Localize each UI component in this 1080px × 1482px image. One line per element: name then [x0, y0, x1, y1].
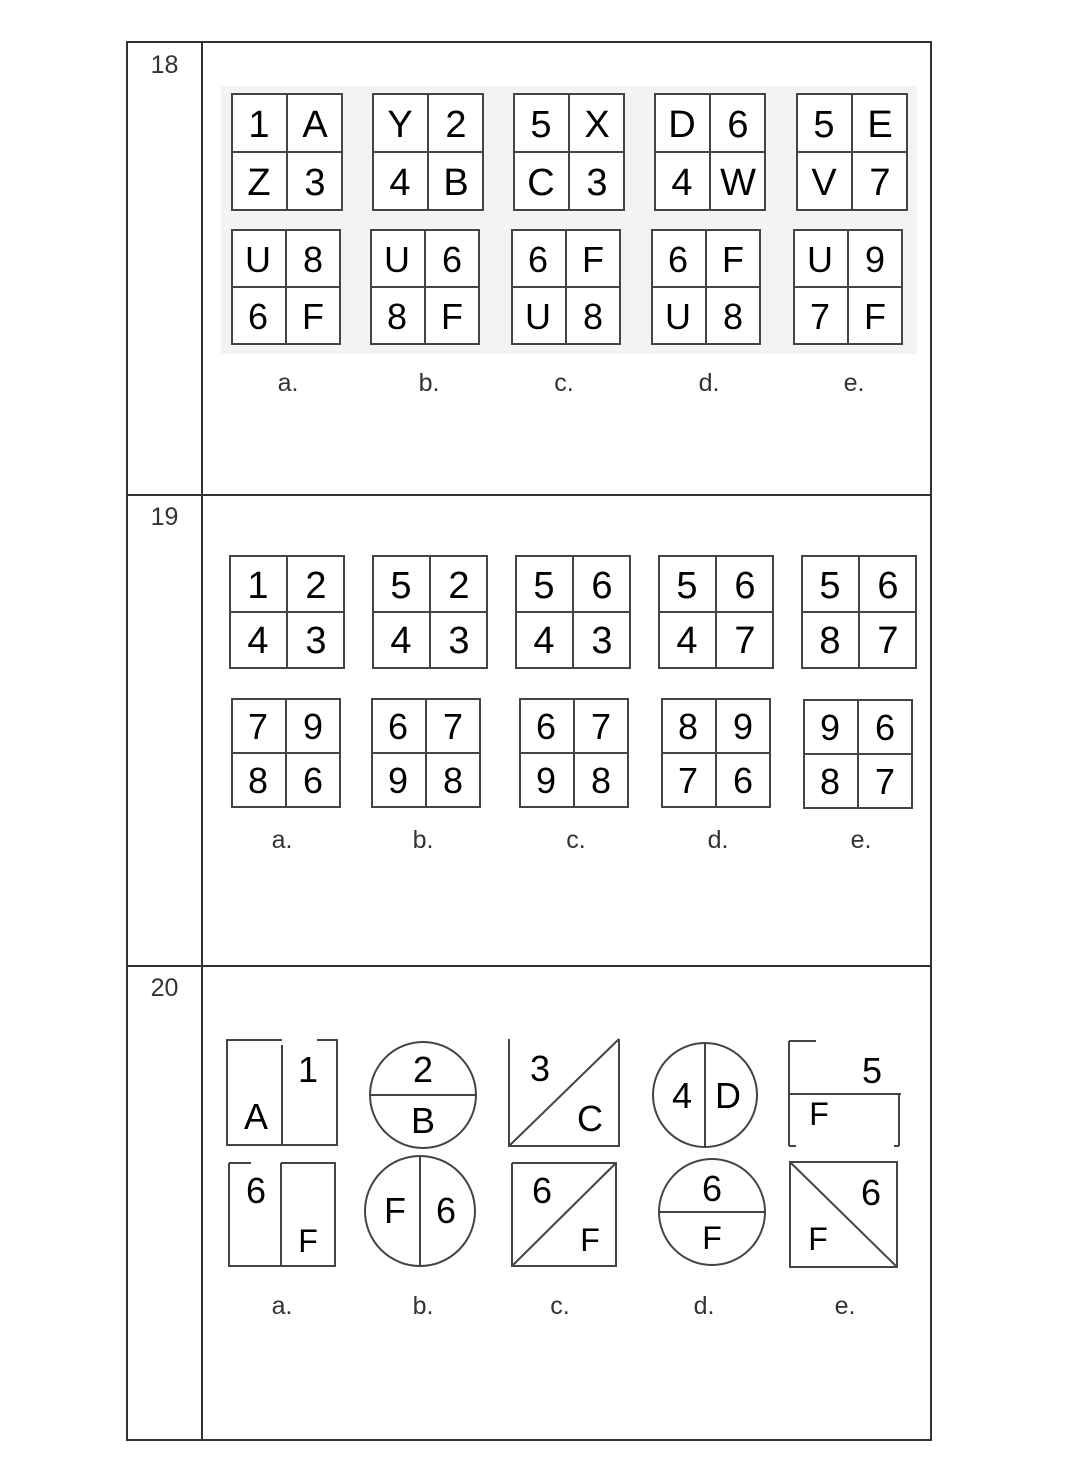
cell-br: F: [302, 296, 324, 337]
cell-bl: U: [665, 296, 691, 337]
figure-text-2: 6: [860, 1172, 882, 1213]
cell-tl: U: [245, 239, 271, 280]
cell-tr: 9: [302, 706, 324, 747]
q20-top-a: [224, 1037, 340, 1149]
option-label-b: b.: [412, 826, 434, 854]
cell-tr: F: [582, 239, 604, 280]
q19-top-a: [229, 555, 345, 669]
figure-text-1: 1: [297, 1049, 319, 1090]
q18-top-c: [513, 93, 625, 211]
cell-tr: X: [584, 104, 610, 146]
question-number: 19: [150, 503, 179, 531]
cell-br: F: [441, 296, 463, 337]
cell-br: 6: [732, 760, 754, 801]
q19-top-d: [658, 555, 774, 669]
q19-top-e: [801, 555, 917, 669]
cell-bl: 4: [247, 620, 269, 662]
cell-tl: 7: [247, 706, 269, 747]
cell-tl: 5: [530, 104, 552, 146]
cell-tl: 5: [533, 565, 555, 607]
option-label-c: c.: [554, 369, 574, 397]
cell-br: 3: [586, 162, 608, 204]
cell-br: 3: [591, 620, 613, 662]
cell-bl: 4: [676, 620, 698, 662]
cell-bl: 8: [247, 760, 269, 801]
cell-tl: 9: [819, 707, 841, 748]
q20-top-b: [366, 1039, 480, 1151]
cell-br: 3: [304, 162, 326, 204]
cell-tr: 9: [732, 706, 754, 747]
option-label-d: d.: [698, 369, 720, 397]
figure-text-1: 6: [531, 1170, 553, 1211]
option-label-d: d.: [707, 826, 729, 854]
cell-tr: 2: [305, 565, 327, 607]
option-label-a: a.: [271, 826, 293, 854]
q19-top-c: [515, 555, 631, 669]
cell-tl: 6: [535, 706, 557, 747]
option-label-e: e.: [850, 826, 872, 854]
figure-text-2: F: [580, 1222, 600, 1258]
cell-bl: 9: [535, 760, 557, 801]
cell-tl: 1: [247, 565, 269, 607]
cell-tl: 5: [676, 565, 698, 607]
figure-text-1: 2: [412, 1049, 434, 1090]
q18-bottom-c: [511, 229, 621, 345]
cell-br: 8: [582, 296, 604, 337]
q18-top-a: [231, 93, 343, 211]
q20-bottom-b: [362, 1153, 478, 1269]
cell-br: F: [864, 296, 886, 337]
cell-tr: 9: [864, 239, 886, 280]
cell-br: 7: [874, 761, 896, 802]
cell-tl: D: [668, 104, 696, 146]
cell-bl: 8: [819, 620, 841, 662]
cell-tr: E: [867, 104, 893, 146]
cell-tl: 5: [390, 565, 412, 607]
cell-tr: 8: [302, 239, 324, 280]
cell-br: 7: [734, 620, 756, 662]
cell-br: 8: [590, 760, 612, 801]
q20-top-d: [648, 1040, 762, 1150]
q18-bottom-d: [651, 229, 761, 345]
figure-text-1: F: [384, 1190, 406, 1231]
option-label-b: b.: [412, 1292, 434, 1320]
cell-tr: 6: [727, 104, 749, 146]
q20-top-c: [506, 1036, 622, 1150]
q19-bottom-e: [803, 699, 913, 809]
figure-text-2: B: [410, 1100, 436, 1141]
figure-text-2: D: [715, 1075, 741, 1116]
cell-bl: C: [527, 162, 555, 204]
question-number: 18: [150, 51, 179, 79]
option-label-d: d.: [693, 1292, 715, 1320]
cell-bl: V: [811, 162, 837, 204]
cell-tr: 7: [590, 706, 612, 747]
figure-text-2: A: [243, 1096, 269, 1137]
option-label-a: a.: [271, 1292, 293, 1320]
cell-tr: 6: [877, 565, 899, 607]
figure-text-1: 3: [529, 1048, 551, 1089]
q18-top-e: [796, 93, 908, 211]
cell-bl: 7: [809, 296, 831, 337]
cell-bl: 4: [533, 620, 555, 662]
cell-tl: Y: [387, 104, 413, 146]
q20-bottom-a: [226, 1160, 338, 1270]
figure-text-1: 6: [245, 1170, 267, 1211]
q20-bottom-d: [656, 1155, 768, 1269]
figure-text-1: 6: [701, 1168, 723, 1209]
cell-bl: 8: [819, 761, 841, 802]
cell-bl: U: [525, 296, 551, 337]
cell-br: 6: [302, 760, 324, 801]
q18-top-d: [654, 93, 766, 211]
option-label-c: c.: [566, 826, 586, 854]
q19-top-b: [372, 555, 488, 669]
cell-tr: A: [302, 104, 328, 146]
figure-text-2: 5: [861, 1050, 883, 1091]
cell-tl: 5: [819, 565, 841, 607]
q18-bottom-e: [793, 229, 903, 345]
cell-tl: 8: [677, 706, 699, 747]
q20-top-e: [786, 1038, 904, 1150]
cell-br: 3: [305, 620, 327, 662]
cell-tr: 6: [441, 239, 463, 280]
cell-tr: F: [722, 239, 744, 280]
cell-tl: 5: [813, 104, 835, 146]
cell-br: 8: [442, 760, 464, 801]
figure-text-1: 4: [671, 1075, 693, 1116]
cell-bl: 4: [390, 620, 412, 662]
cell-bl: 8: [386, 296, 408, 337]
cell-br: 7: [869, 162, 891, 204]
figure-text-2: C: [577, 1098, 603, 1139]
q19-bottom-d: [661, 698, 771, 808]
option-label-b: b.: [418, 369, 440, 397]
cell-tr: 2: [448, 565, 470, 607]
q18-bottom-b: [370, 229, 480, 345]
cell-tl: 1: [248, 104, 270, 146]
figure-text-1: F: [808, 1221, 828, 1257]
cell-bl: 7: [677, 760, 699, 801]
cell-tl: U: [807, 239, 833, 280]
option-label-c: c.: [550, 1292, 570, 1320]
figure-text-2: F: [298, 1223, 318, 1259]
cell-br: W: [720, 162, 756, 204]
cell-br: 3: [448, 620, 470, 662]
option-label-a: a.: [277, 369, 299, 397]
cell-tl: 6: [527, 239, 549, 280]
cell-tr: 7: [442, 706, 464, 747]
cell-tl: 6: [387, 706, 409, 747]
q19-bottom-c: [519, 698, 629, 808]
cell-bl: 6: [247, 296, 269, 337]
question-number: 20: [150, 974, 179, 1002]
cell-bl: 9: [387, 760, 409, 801]
q20-bottom-c: [509, 1160, 619, 1270]
figure-text-2: 6: [435, 1190, 457, 1231]
cell-tr: 6: [591, 565, 613, 607]
cell-bl: 4: [389, 162, 411, 204]
q19-bottom-a: [231, 698, 341, 808]
cell-tr: 2: [445, 104, 467, 146]
cell-br: 8: [722, 296, 744, 337]
row-divider: [128, 494, 930, 496]
cell-bl: 4: [671, 162, 693, 204]
figure-text-1: F: [809, 1096, 829, 1132]
row-divider: [128, 965, 930, 967]
figure-text-2: F: [702, 1220, 722, 1256]
option-label-e: e.: [834, 1292, 856, 1320]
cell-tr: 6: [874, 707, 896, 748]
cell-br: B: [443, 162, 469, 204]
cell-tr: 6: [734, 565, 756, 607]
option-label-e: e.: [843, 369, 865, 397]
cell-tl: U: [384, 239, 410, 280]
q19-bottom-b: [371, 698, 481, 808]
q18-bottom-a: [231, 229, 341, 345]
q18-top-b: [372, 93, 484, 211]
q20-bottom-e: [787, 1159, 901, 1271]
column-divider: [201, 43, 203, 1439]
cell-br: 7: [877, 620, 899, 662]
cell-bl: Z: [247, 162, 271, 204]
cell-tl: 6: [667, 239, 689, 280]
